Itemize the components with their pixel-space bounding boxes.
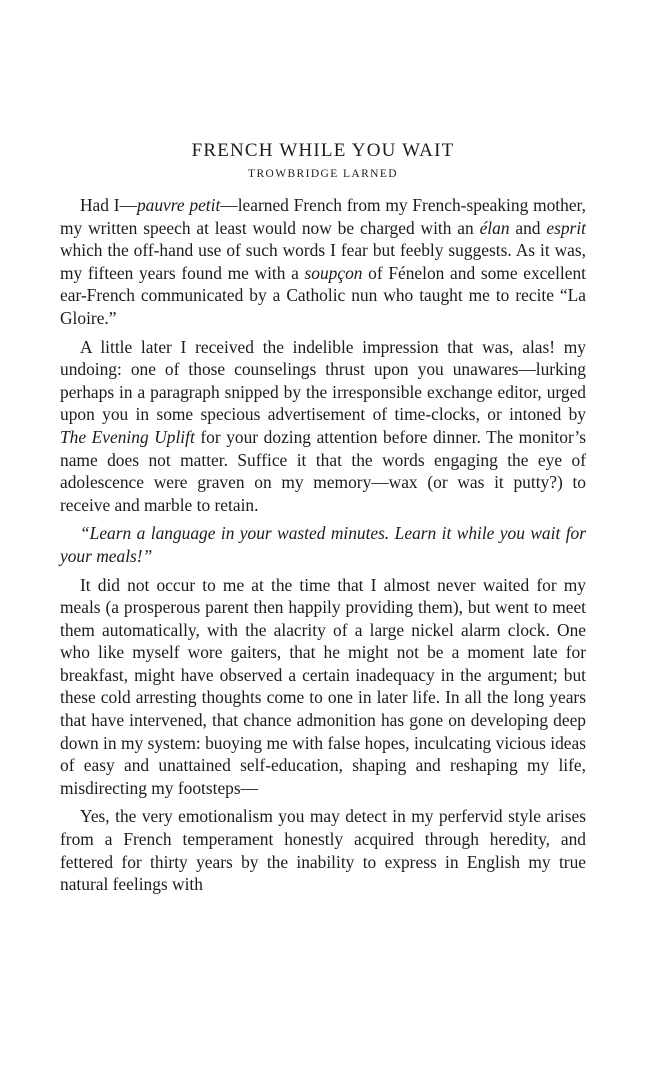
italic-text: The Evening Uplift xyxy=(60,426,195,447)
text-run: Yes, the very emotionalism you may detect in my perfervid style arises from a French temperament honestly acquired through heredity, and fettered for thirty years by the inability to express in English my true natural feelings with xyxy=(60,806,586,895)
text-run: —learned French from my French-speaking mother, my written speech at least would now be charged with an xyxy=(60,195,586,238)
motto-paragraph xyxy=(60,522,586,567)
text-run: A little later I received the indelible impression that was, alas! my undoing: one of those counselings thrust upon you unawares—lurking perhaps in a paragraph snipped by the irresponsible exchange editor, urged upon you in some specious advertisement of time-clocks, or intoned by xyxy=(60,336,586,425)
italic-text: “Learn a language in your wasted minutes. Learn it while you wait for your meals!” xyxy=(60,523,586,566)
italic-text: pauvre petit xyxy=(136,195,221,215)
text-run: which the off-hand use of such words I fear but feebly suggests. As it was, my fifteen years found me with a xyxy=(60,240,586,283)
text-run: for your dozing attention before dinner. The monitor’s name does not matter. Suffice it that the words engaging the eye of adolescence were graven on my memory—wax (or was it putty?) to receive and marble to retain. xyxy=(60,426,586,515)
italic-text: esprit xyxy=(546,217,586,238)
article-author: TROWBRIDGE LARNED xyxy=(248,168,398,180)
article-title: FRENCH WHILE YOU WAIT xyxy=(191,140,455,161)
paragraph xyxy=(60,805,586,895)
paragraph xyxy=(60,574,586,800)
text-run: It did not occur to me at the time that I almost never waited for my meals (a prosperous parent then happily providing them), but went to meet them automatically, with the alacrity of a large nickel alarm clock. One who like myself wore gaiters, that he might not be a moment late for breakfast, might have observed a certain inadequacy in the argument; but these cold arresting thoughts come to one in later life. In all the long years that have intervened, that chance admonition has gone on developing deep down in my system: buoying me with false hopes, inculcating vicious ideas of easy and unattained self-education, shaping and reshaping my life, misdirecting my footsteps— xyxy=(60,574,586,798)
text-run: and xyxy=(509,217,547,238)
text-run: Had I— xyxy=(80,195,137,215)
paragraph xyxy=(60,194,586,330)
italic-text: élan xyxy=(479,217,510,238)
text-run: of Fénelon and some excellent ear-French communicated by a Catholic nun who taught me to recite “La Gloire.” xyxy=(60,262,586,328)
paragraph xyxy=(60,336,586,517)
book-page xyxy=(60,138,586,896)
italic-text: soupçon xyxy=(304,262,363,283)
